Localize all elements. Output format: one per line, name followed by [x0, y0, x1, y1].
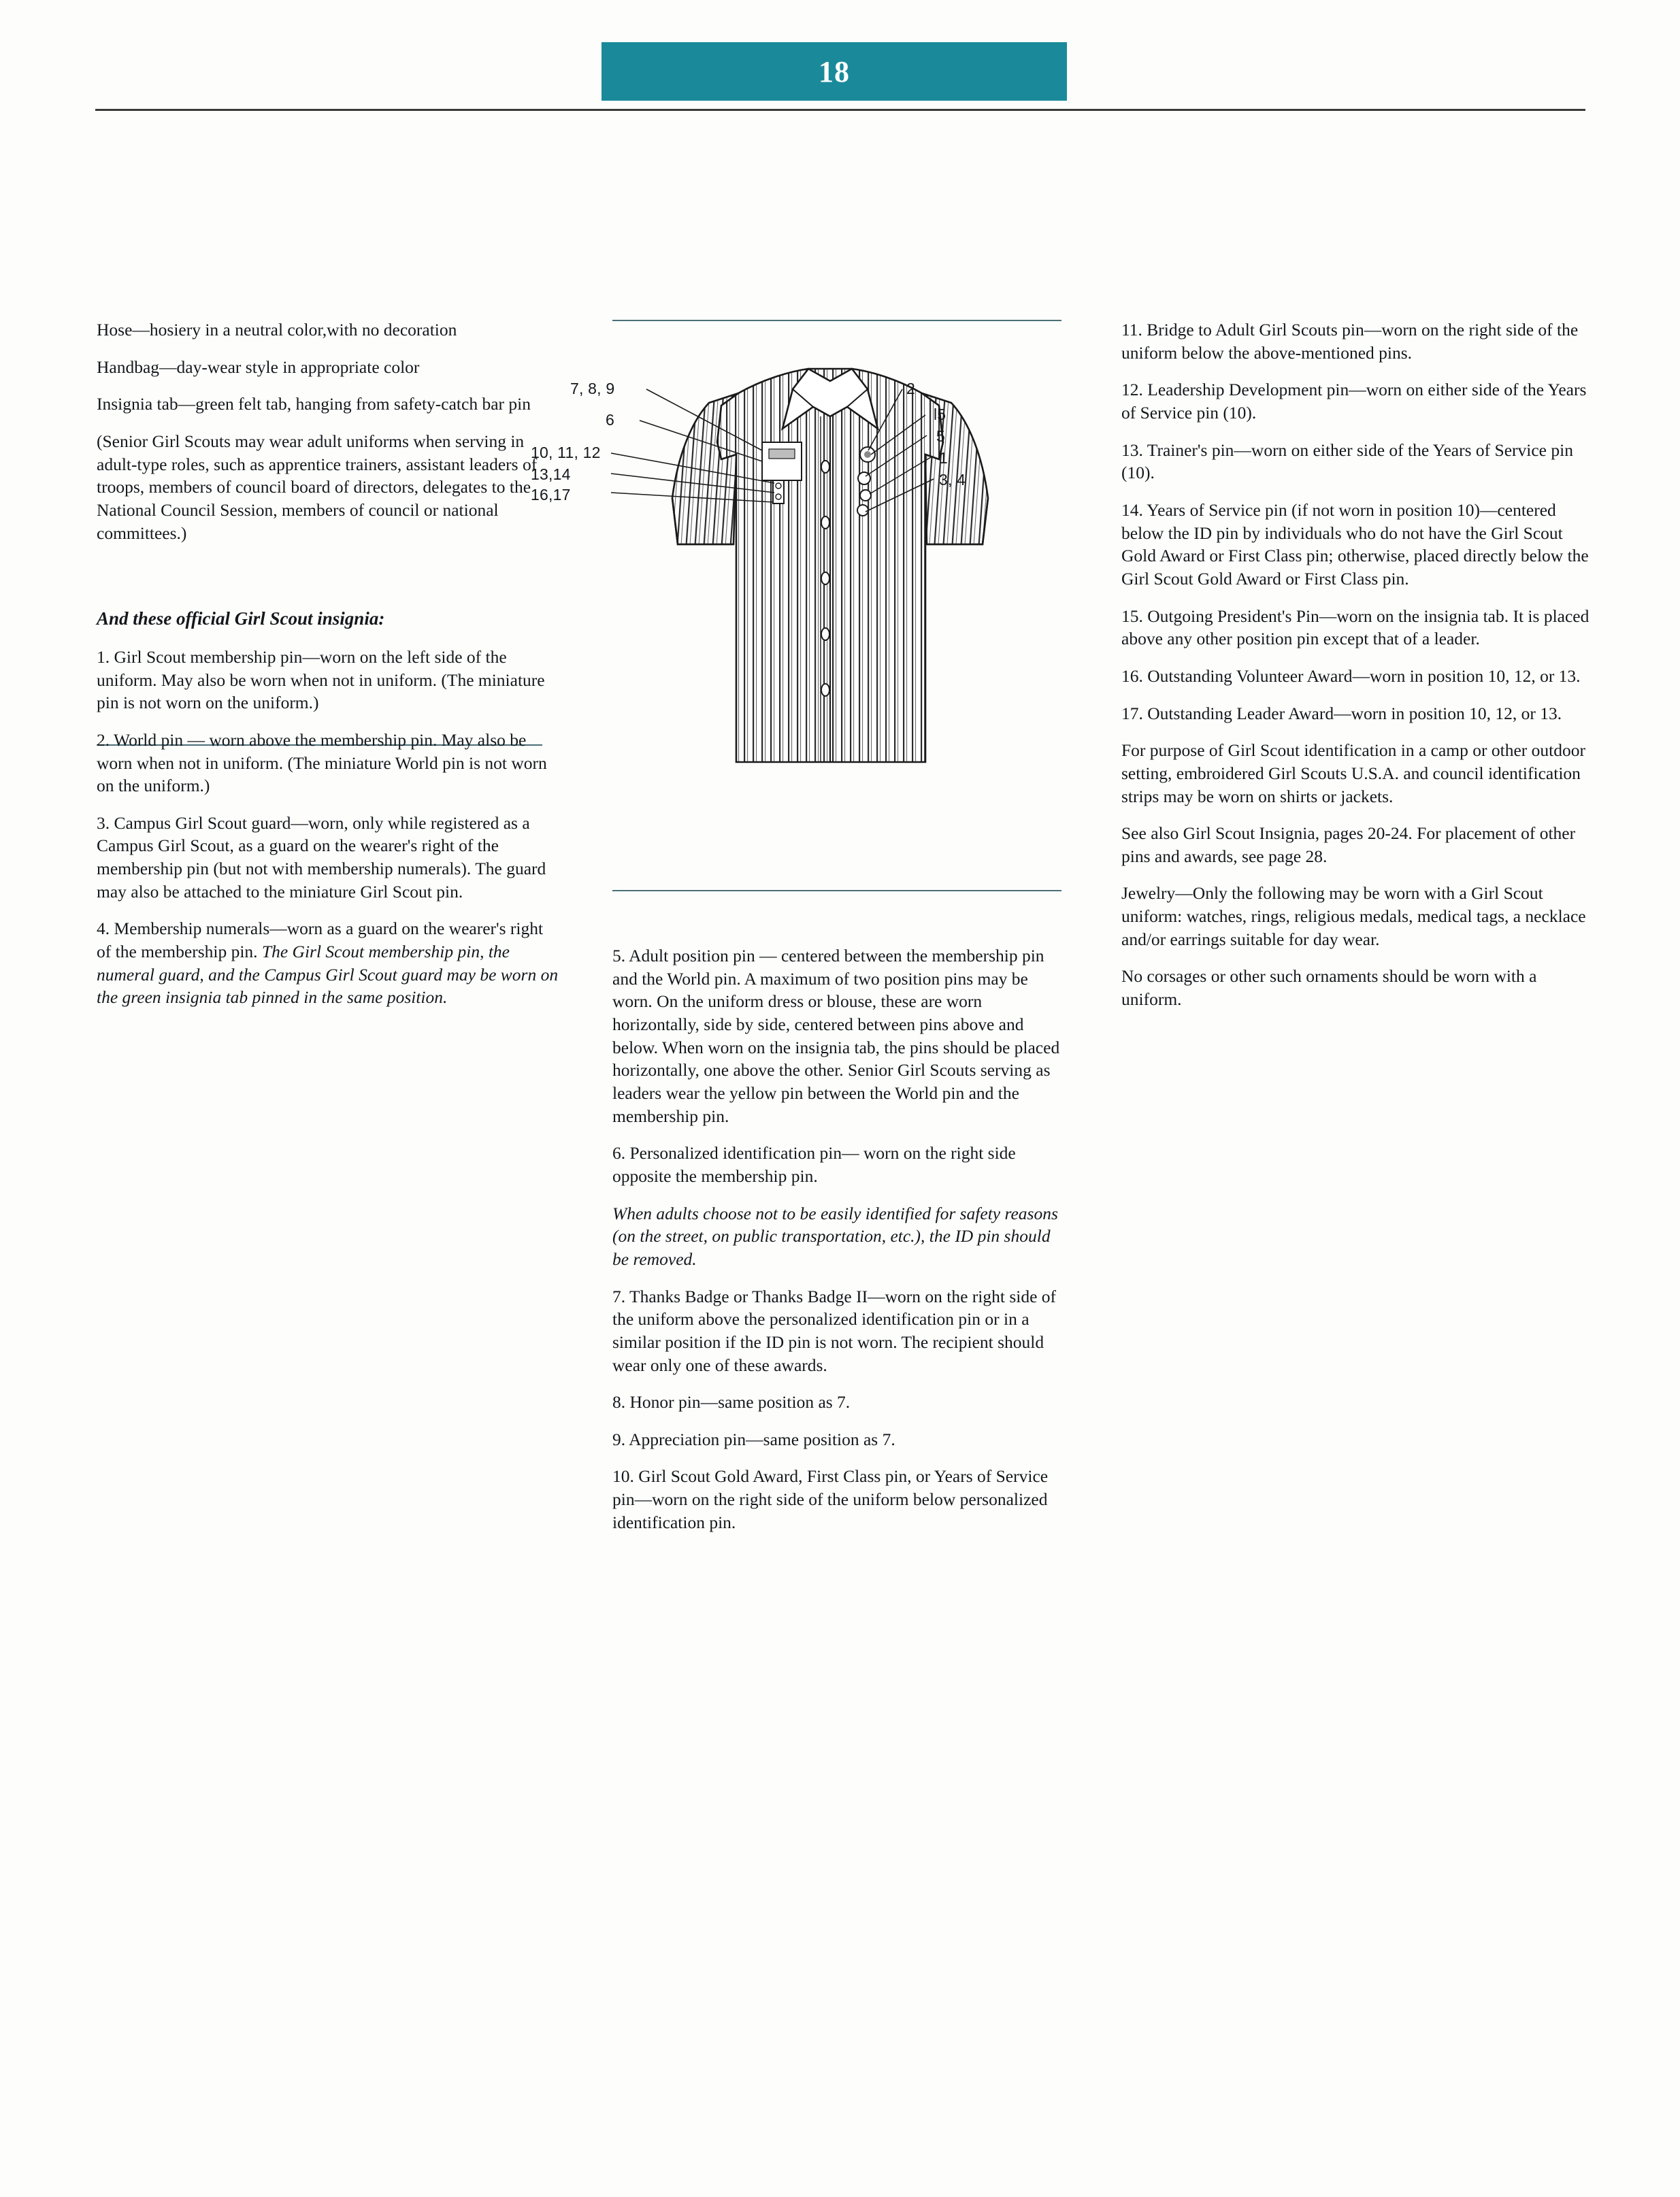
insignia-item-12: 12. Leadership Development pin—worn on either side of the Years of Service pin (10). — [1121, 380, 1587, 423]
insignia-item-17: 17. Outstanding Leader Award—worn in position 10, 12, or 13. — [1121, 703, 1562, 723]
paragraph-see-also: See also Girl Scout Insignia, pages 20-24. For placement of other pins and awards, see page 28. — [1121, 823, 1576, 866]
callout-6: 6 — [606, 411, 614, 429]
insignia-item-11: 11. Bridge to Adult Girl Scouts pin—worn on the right side of the uniform below the above-mentioned pins. — [1121, 320, 1579, 363]
paragraph-handbag: Handbag—day-wear style in appropriate color — [97, 357, 420, 377]
paragraph-hose: Hose—hosiery in a neutral color,with no decoration — [97, 320, 457, 340]
callout-34: 3, 4 — [939, 471, 966, 489]
paragraph-identification-strips: For purpose of Girl Scout identification in a camp or other outdoor setting, embroidered Girl Scouts U.S.A. and council identification strips may be worn on shirts or jackets. — [1121, 740, 1585, 806]
insignia-item-4-lead: 4. Membership numerals—worn as a guard on the wearer's right of the membership pin. — [97, 919, 544, 962]
callout-1617: 16,17 — [531, 486, 571, 503]
callout-5: 5 — [936, 427, 945, 445]
insignia-item-4-italic: The Girl Scout membership pin, the numeral guard, and the Campus Girl Scout guard may be worn on the green insignia tab pinned in the same position. — [97, 942, 559, 1008]
callout-1: 1 — [939, 449, 948, 467]
page-number: 18 — [819, 54, 850, 88]
insignia-item-4 — [97, 917, 561, 1009]
insignia-item-8: 8. Honor pin—same position as 7. — [612, 1392, 851, 1413]
insignia-item-5: 5. Adult position pin — centered between the membership pin and the World pin. A maximum of two position pins may be worn. On the uniform dress or blouse, these are worn horizontally, side by side, centered between pins above and below. When worn on the insignia tab, the pins should be placed horizontally, one above the other. Senior Girl Scouts serving as leaders wear the yellow pin between the World pin and the membership pin. — [612, 946, 1060, 1126]
header-divider — [95, 109, 1585, 111]
middle-text-column — [612, 944, 1067, 1548]
insignia-item-16: 16. Outstanding Volunteer Award—worn in position 10, 12, or 13. — [1121, 665, 1581, 686]
paragraph-insignia-tab: Insignia tab—green felt tab, hanging from safety-catch bar pin — [97, 394, 531, 414]
illustration-bottom-divider — [612, 890, 1061, 891]
insignia-item-9: 9. Appreciation pin—same position as 7. — [612, 1429, 895, 1449]
uniform-illustration — [531, 340, 1102, 878]
paragraph-senior-note: (Senior Girl Scouts may wear adult uniforms when serving in adult-type roles, such as apprentice trainers, assistant leaders of troops, members of council board of directors, delegates to the National Council Session, members of council or national committees.) — [97, 431, 538, 543]
insignia-item-13: 13. Trainer's pin—worn on either side of the Years of Service pin (10). — [1121, 440, 1573, 483]
insignia-item-10: 10. Girl Scout Gold Award, First Class pin, or Years of Service pin—worn on the right side of the uniform below personalized identification pin. — [612, 1466, 1049, 1532]
id-pin-safety-note: When adults choose not to be easily identified for safety reasons (on the street, on public transportation, etc.), the ID pin should be removed. — [612, 1203, 1058, 1269]
insignia-item-2: 2. World pin — worn above the membership pin. May also be worn when not in uniform. (The miniature World pin is not worn on the uniform.) — [97, 729, 547, 796]
insignia-subheading: And these official Girl Scout insignia: — [97, 608, 385, 629]
paragraph-corsages: No corsages or other such ornaments should be worn with a uniform. — [1121, 966, 1537, 1010]
insignia-item-15: 15. Outgoing President's Pin—worn on the insignia tab. It is placed above any other position pin except that of a leader. — [1121, 606, 1590, 649]
callout-15: l5 — [934, 406, 946, 423]
paragraph-jewelry: Jewelry—Only the following may be worn with a Girl Scout uniform: watches, rings, religious medals, medical tags, a necklace and/or earrings suitable for day wear. — [1121, 883, 1586, 949]
callout-1314: 13,14 — [531, 465, 571, 483]
callout-789: 7, 8, 9 — [570, 380, 615, 397]
callout-101112: 10, 11, 12 — [531, 444, 601, 461]
illustration-top-divider — [612, 320, 1061, 321]
insignia-item-1: 1. Girl Scout membership pin—worn on the left side of the uniform. May also be worn when not in uniform. (The miniature pin is not worn on the uniform.) — [97, 646, 545, 713]
insignia-item-14: 14. Years of Service pin (if not worn in position 10)—centered below the ID pin by individuals who do not have the Girl Scout Gold Award or First Class pin; otherwise, placed directly below the Girl Scout Gold Award or First Class pin. — [1121, 499, 1589, 589]
insignia-item-6: 6. Personalized identification pin— worn on the right side opposite the membership pin. — [612, 1143, 1016, 1186]
insignia-item-3: 3. Campus Girl Scout guard—worn, only while registered as a Campus Girl Scout, as a guard on the wearer's right of the membership pin (but not with membership numerals). The guard may also be attached to the miniature Girl Scout pin. — [97, 812, 546, 902]
left-text-column — [97, 318, 561, 1023]
callout-2: 2 — [906, 380, 915, 397]
blouse-line-drawing — [558, 340, 1102, 878]
page-number-bar — [602, 42, 1067, 101]
insignia-item-7: 7. Thanks Badge or Thanks Badge II—worn on the right side of the uniform above the personalized identification pin or in a similar position if the ID pin is not worn. The recipient should wear only one of these awards. — [612, 1286, 1057, 1375]
right-text-column — [1121, 318, 1591, 1025]
